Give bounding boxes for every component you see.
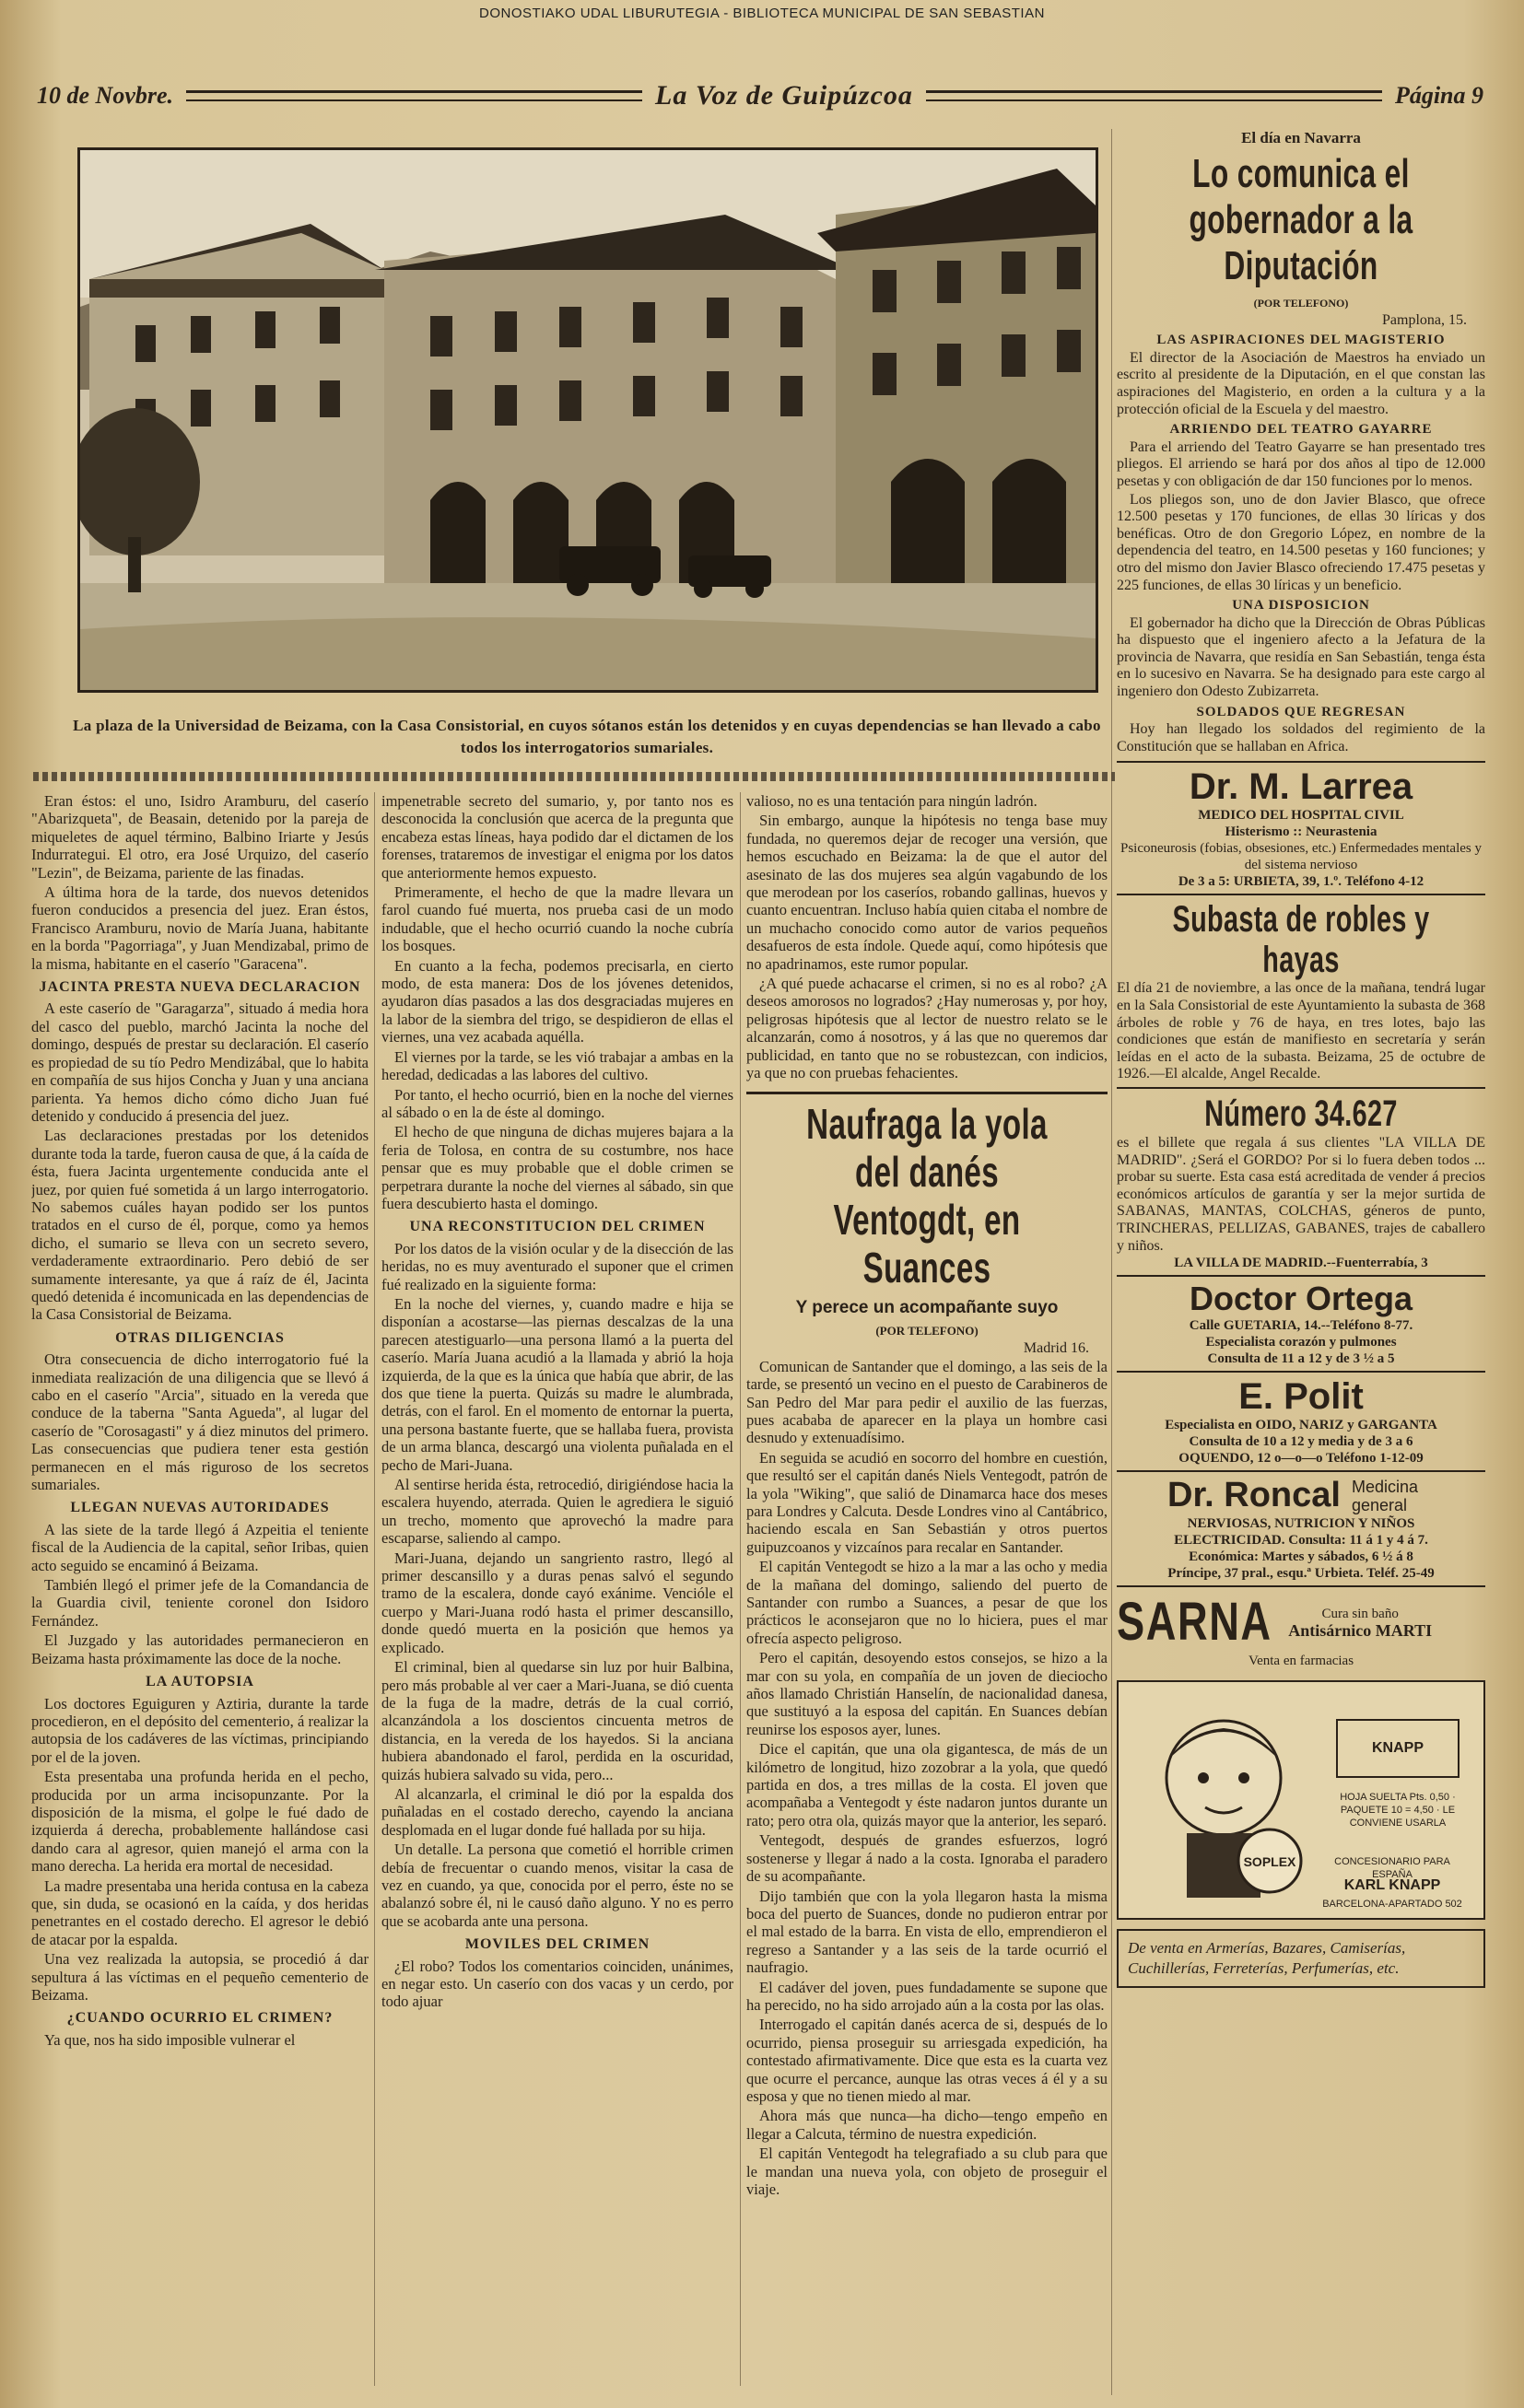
ad-subasta-title: Subasta de robles y hayas bbox=[1172, 899, 1430, 981]
navarra-item-text: Los pliegos son, uno de don Javier Blasco, que ofrece 12.500 pesetas y 170 funciones, de ellas 30 líricas y dos benéficas. Otro de don Gregorio López, en nombre de la dependencia del teatro, en 14.500 pesetas y 160 funciones; y otro del mismo don Javier Blasco ofreciendo 17.475 pesetas y 225 funciones, de ellas 30 líricas y un beneficio. bbox=[1117, 491, 1485, 593]
ad-larrea-name: Dr. M. Larrea bbox=[1189, 766, 1413, 808]
ad-larrea bbox=[1117, 761, 1485, 894]
col1-paragraph: A última hora de la tarde, dos nuevos detenidos fueron conducidos a presencia del juez. Eran éstos, Francisco Aramburu, novio de María Juana, habitante en la borda "Pagorriaga", y Juan Mendizabal, primo de la misma, habitante en el caserío "Garacena". bbox=[31, 883, 369, 973]
col2-paragraph: Un detalle. La persona que cometió el horrible crimen debía de frecuentar o cuando menos, visitar la casa de vez en cuando, ya que, conocida por el perro, éste no se abalanzó sobre él, ni le causó daño alguno. Y no es perro que se acobarda ante una persona. bbox=[381, 1841, 733, 1930]
col2-subheading: MOVILES DEL CRIMEN bbox=[464, 1936, 651, 1953]
ad-ortega-name: Doctor Ortega bbox=[1189, 1280, 1413, 1318]
col3-paragraph: Sin embargo, aunque la hipótesis no tenga base muy fundada, no queremos dejar de recoger una versión, que hemos escuchado en Beizama: la de que el autor del asesinato de las dos mujeres sea algún vagabundo de los que merodean por los caseríos, robando gallinas, huevos y cuanto encuentran. Incluso había quien citaba el nombre de un muchacho conocido como autor de varios pequeños desafueros de esta índole. Quede aquí, como hipótesis que no apadrinamos, este rumor popular. bbox=[746, 812, 1108, 973]
ad-armerias: De venta en Armerías, Bazares, Camiserías, Cuchillerías, Ferreterías, Perfumerías, etc. bbox=[1117, 1929, 1485, 1988]
col1-paragraph: También llegó el primer jefe de la Comandancia de la Guardia civil, teniente coronel don Isidoro Fernández. bbox=[31, 1576, 369, 1630]
ad-ortega-line: Calle GUETARIA, 14.--Teléfono 8-77. bbox=[1189, 1318, 1413, 1334]
ad-sarna bbox=[1117, 1585, 1485, 1673]
ad-roncal-name: Dr. Roncal bbox=[1167, 1476, 1341, 1515]
header-date: 10 de Novbre. bbox=[37, 82, 174, 109]
col2-paragraph: En la noche del viernes, y, cuando madre e hija se disponían a acostarse—las piernas descalzas de la una parecen atestiguarlo—una persona llamó a la puerta del caserío. María Juana acudió a la llamada y abrió la hoja izquierda, de la que es la única que había que abrir, de las dos que tiene la puerta. Quizás su madre le alumbrada, detrás, con el farol. En el momento de entornar la puerta, una persona bastante fuerte, que se hallaba fuera, provista de un arma blanca, descargó una violenta puñalada en el pecho de Mari-Juana. bbox=[381, 1294, 733, 1474]
archive-stamp: DONOSTIAKO UDAL LIBURUTEGIA - BIBLIOTECA MUNICIPAL DE SAN SEBASTIAN bbox=[479, 6, 1045, 21]
col1-paragraph: La madre presentaba una herida contusa en la cabeza que, sin duda, se ocasionó en la caída, y dos heridas penetrantes en el costado derecho. El agresor le debió de atacar por la espalda. bbox=[31, 1876, 369, 1948]
naufraga-paragraph: El capitán Ventegodt ha telegrafiado a su club para que le mandan una nueva yola, con objeto de proseguir el viaje. bbox=[746, 2145, 1108, 2198]
header-rule-left bbox=[186, 90, 642, 101]
col1-paragraph: A las siete de la tarde llegó á Azpeitia el teniente fiscal de la Audiencia de la capital, señor Iribas, quien acto seguido se encaminó á Beizama. bbox=[31, 1520, 369, 1574]
ad-polit-line: Consulta de 10 a 12 y media y de 3 a 6 bbox=[1189, 1434, 1413, 1450]
col1-subheading: JACINTA PRESTA NUEVA DECLARACION bbox=[39, 979, 361, 996]
soplex-man-illustration bbox=[1131, 1695, 1334, 1903]
navarra-item-heading: LAS ASPIRACIONES DEL MAGISTERIO bbox=[1156, 333, 1446, 348]
ad-roncal-line: ELECTRICIDAD. Consulta: 11 á 1 y 4 á 7. bbox=[1174, 1533, 1428, 1549]
naufraga-paragraph: Dijo también que con la yola llegaron hasta la misma boca del puerto de Suances, donde no pudieron entrar por el mal estado de la barra. En vista de ello, emprendieron el regreso a Santander y a las seis de la tarde ocurrió el naufragio. bbox=[746, 1887, 1108, 1977]
navarra-item-heading: UNA DISPOSICION bbox=[1232, 598, 1370, 614]
header-paper-title: La Voz de Guipúzcoa bbox=[655, 80, 913, 111]
col1-paragraph: Eran éstos: el uno, Isidro Aramburu, del caserío "Abarizqueta", de Beasain, detenido por la pareja de miqueletes de aquel término, Balbino Iriarte y Jesús Indurrategui. El otro, era José Urquizo, del caserío "Lezin", de Beizama, pariente de las finadas. bbox=[31, 792, 369, 882]
ad-roncal-line: NERVIOSAS, NUTRICION Y NIÑOS bbox=[1187, 1516, 1415, 1532]
article-divider bbox=[746, 1092, 1108, 1094]
col1-subheading: LLEGAN NUEVAS AUTORIDADES bbox=[70, 1500, 330, 1516]
ad-numero-footer: LA VILLA DE MADRID.--Fuenterrabía, 3 bbox=[1174, 1256, 1428, 1271]
photo-caption: La plaza de la Universidad de Beizama, con la Casa Consistorial, en cuyos sótanos están los detenidos y en cuyas dependencias se han llevado a cabo todos los interrogatorios sumariales. bbox=[73, 717, 1101, 756]
photo-illustration bbox=[80, 150, 1096, 690]
col2-paragraph: Mari-Juana, dejando un sangriento rastro, llegó al primer descansillo y a duras penas salvó el segundo tramo de la escalera, donde cayó exánime. Vencióle el cuerpo y Mari-Juana rodó hasta el primer descansillo, donde quedó muerta en la posición que hemos ya explicado. bbox=[381, 1549, 733, 1656]
navarra-item-text: Hoy han llegado los soldados del regimiento de la Constitución que se hallaban en Africa. bbox=[1117, 721, 1485, 754]
col2-paragraph: Primeramente, el hecho de que la madre llevara un farol cuando fué muerta, nos prueba casi de un modo indudable, que el hecho ocurrió cuando la noche cubría los bosques. bbox=[381, 883, 733, 955]
page-header bbox=[37, 79, 1483, 112]
ad-subasta-text: El día 21 de noviembre, a las once de la mañana, tendrá lugar en la Sala Consistorial de este Ayuntamiento la subasta de 368 árboles de roble y 76 de haya, en tres lotes, bajo las condiciones que están de manifiesto en secretaría y serán leídas en el acto de la subasta. Beizama, 25 de octubre de 1926.—El alcalde, Angel Recalde. bbox=[1117, 980, 1485, 1082]
navarra-item-text: El gobernador ha dicho que la Dirección de Obras Públicas ha dispuesto que el ingeniero afecto a la Jefatura de la provincia de Navarra, que residía en San Sebastián, tenga ésta en lo sucesivo en Navarra. Se ha designado para este cargo al ingeniero don Odesto Zubizarreta. bbox=[1117, 614, 1485, 700]
naufraga-paragraph: Dice el capitán, que una ola gigantesca, de más de un kilómetro de longitud, hizo zozobrar a la yola, que quedó partida en dos, a tres millas de la costa. El joven que acompañaba a Ventegodt y éste nadaron juntos durante un rato; pero otra ola, quizás mayor que la anterior, les separó. bbox=[746, 1740, 1108, 1829]
ad-ortega bbox=[1117, 1275, 1485, 1371]
col2-paragraph: Por tanto, el hecho ocurrió, bien en la noche del viernes al sábado o en la de éste al domingo. bbox=[381, 1085, 733, 1121]
navarra-byline: (POR TELEFONO) bbox=[1253, 297, 1349, 310]
svg-text:SOPLEX: SOPLEX bbox=[1243, 1854, 1296, 1870]
navarra-article bbox=[1117, 295, 1485, 755]
article-column-2 bbox=[381, 792, 733, 2386]
naufraga-subtitle: Y perece un acompañante suyo bbox=[795, 1297, 1059, 1317]
col1-paragraph: Una vez realizada la autopsia, se procedió á dar sepultura á las víctimas en el pequeño cementerio de Beizama. bbox=[31, 1950, 369, 2004]
col2-paragraph: En cuanto a la fecha, podemos precisarla, en cierto modo, de esta manera: Dos de los jóvenes detenidos, ayudaron días pasados a las dos desgraciadas mujeres en la labor de la siembra del trigo, se despidieron de ellas el viernes, una vez acabada aquélla. bbox=[381, 956, 733, 1046]
ad-sarna-details bbox=[1288, 1606, 1432, 1639]
ad-polit-line: Especialista en OIDO, NARIZ y GARGANTA bbox=[1165, 1418, 1437, 1433]
soplex-brand-logo: KNAPP bbox=[1336, 1719, 1460, 1778]
ad-numero-text: es el billete que regala á sus clientes "LA VILLA DE MADRID". ¿Será el GORDO? Por si lo fuera deben todos ... probar su suerte. Esta casa está acreditada de vender á precios económicos artículos de garantía y ser la mejor surtida de SABANAS, MANTAS, COLCHAS, géneros de punto, TRINCHERAS, PELLIZAS, GABANES, trajes de caballero y niños. bbox=[1117, 1135, 1485, 1254]
naufraga-paragraph: Ahora más que nunca—ha dicho—tengo empeño en llegar a Calcuta, término de nuestra expedición. bbox=[746, 2107, 1108, 2143]
navarra-item-text: Para el arriendo del Teatro Gayarre se han presentado tres pliegos. El arriendo se hará por dos años al tipo de 12.000 pesetas y con obligación de dar 150 funciones por lo menos. bbox=[1117, 438, 1485, 489]
ad-subasta bbox=[1117, 894, 1485, 1087]
naufraga-paragraph: Ventegodt, después de grandes esfuerzos, logró sostenerse y llegar á nado a la costa. Ignoraba el paradero de su acompañante. bbox=[746, 1831, 1108, 1886]
article-column-3 bbox=[746, 792, 1108, 2386]
col2-paragraph: ¿El robo? Todos los comentarios coinciden, unánimes, en negar esto. Un caserío con dos vacas y un cerdo, por todo ajuar bbox=[381, 1957, 733, 2011]
ad-polit-name: E. Polit bbox=[1238, 1376, 1364, 1418]
right-column bbox=[1117, 129, 1485, 2395]
col2-paragraph: Por los datos de la visión ocular y de la disección de las heridas, no es muy aventurado el suponer que el crimen fué realizado en la siguiente forma: bbox=[381, 1239, 733, 1293]
col1-subheading: ¿CUANDO OCURRIO EL CRIMEN? bbox=[66, 2010, 334, 2027]
naufraga-paragraph: Pero el capitán, desoyendo estos consejos, se hizo a la mar con su yola, en compañía de un joven de dieciocho años llamado Christián Hanselín, de nacionalidad danesa, que sustituyó a la esposa del capitán. En Suances debían reunirse los esposos ayer, lunes. bbox=[746, 1649, 1108, 1738]
header-rule-right bbox=[926, 90, 1382, 101]
ad-soplex-illustration bbox=[1117, 1680, 1485, 1920]
col1-paragraph: El Juzgado y las autoridades permanecieron en Beizama hasta próximamente las doce de la noche. bbox=[31, 1631, 369, 1667]
col1-paragraph: Otra consecuencia de dicho interrogatorio fué la inmediata realización de una diligencia que se llevó á cabo en el caserío "Arcia", situado en la vereda que conduce de la taberna "Santa Agueda", al lugar del caserío de "Corosagasti" y á diez minutos del primero. Las consecuencias que pudiera tener esta gestión permanecen en el más riguroso de los secretos sumariales. bbox=[31, 1350, 369, 1494]
col1-paragraph: Las declaraciones prestadas por los detenidos durante toda la tarde, fueron causa de que, á la caída de ésta, fuera Jacinta urgentemente conducida ante el juez, por quien fué sometida á un largo interrogatorio. No sabemos cuáles hayan podido ser los puntos tratados en el curso de él, porque, como ya hemos dicho, el sumario se lleva con un secreto severo, verdaderamente extraordinario. Pero debió de ser sumamente interesante, ya que á raíz de él, Jacinta quedó detenida é incomunicada en las dependencias de la Casa Consistorial de Beizama. bbox=[31, 1127, 369, 1324]
soplex-concession-text: CONCESIONARIO PARA ESPAÑA bbox=[1334, 1856, 1450, 1881]
ad-polit-line: OQUENDO, 12 o—o—o Teléfono 1-12-09 bbox=[1178, 1451, 1424, 1467]
ad-sarna-line: Antisárnico MARTI bbox=[1288, 1620, 1433, 1640]
naufraga-paragraph: Interrogado el capitán danés acerca de si, después de lo ocurrido, piensa proseguir su arriesgada expedición, ha contestado afirmativamente. Dice que esta es la cuarta vez que ocurre el percance, aunque las otras veces á él y a su esposa y que no tienen miedo al mar. bbox=[746, 2016, 1108, 2105]
column-rule bbox=[1111, 129, 1112, 2395]
col2-paragraph: impenetrable secreto del sumario, y, por tanto nos es desconocida la conclusión que acerca de la pregunta que encabeza estas líneas, haya podido dar el dictamen de los forenses, trataremos de investigar el enigma por los datos que anteriormente hemos expuesto. bbox=[381, 792, 733, 882]
ad-roncal-line: Económica: Martes y sábados, 6 ½ á 8 bbox=[1189, 1549, 1413, 1565]
ad-roncal-line: Príncipe, 37 pral., esqu.ª Urbieta. Teléf. 25-49 bbox=[1167, 1566, 1435, 1582]
ad-ortega-line: Consulta de 11 a 12 y de 3 ½ a 5 bbox=[1207, 1351, 1395, 1367]
ad-sarna-box bbox=[1117, 1591, 1485, 1653]
col3-paragraph: valioso, no es una tentación para ningún ladrón. bbox=[746, 792, 1037, 810]
article-column-1 bbox=[31, 792, 369, 2386]
col2-paragraph: El hecho de que ninguna de dichas mujeres bajara a la feria de Tolosa, en contra de su costumbre, nos hace pensar que es muy probable que el doble crimen se perpetrara durante la noche del viernes al sábado, sin que fuera descubierto hasta el domingo. bbox=[381, 1123, 733, 1212]
ad-numero bbox=[1117, 1087, 1485, 1275]
navarra-item-heading: ARRIENDO DEL TEATRO GAYARRE bbox=[1169, 422, 1433, 438]
col2-subheading: UNA RECONSTITUCION DEL CRIMEN bbox=[409, 1219, 706, 1235]
header-page-number: Página 9 bbox=[1394, 82, 1484, 109]
soplex-address: BARCELONA-APARTADO 502 bbox=[1322, 1899, 1462, 1911]
naufraga-paragraph: Comunican de Santander que el domingo, a las seis de la tarde, se presentó un vecino en el puesto de Carabineros de San Pedro del Mar para pedir el auxilio de las fuerzas, pues acababa de aparecer en la playa un hombre casi desnudo y extenuadísimo. bbox=[746, 1357, 1108, 1447]
navarra-item-heading: SOLDADOS QUE REGRESAN bbox=[1196, 704, 1406, 719]
col2-paragraph: Al alcanzarla, el criminal le dió por la espalda dos puñaladas en el costado derecho, cayendo la anciana desplomada en el lugar donde fué hallada por su hija. bbox=[381, 1784, 733, 1839]
navarra-headline: Lo comunica el gobernador a la Diputación bbox=[1189, 151, 1413, 288]
navarra-item-text: El director de la Asociación de Maestros ha enviado un escrito al presidente de la Diputación, en el que constan las aspiraciones del Magisterio, en orden a la cultura y a la protección oficial de la Escuela y del maestro. bbox=[1117, 349, 1485, 417]
col1-subheading: OTRAS DILIGENCIAS bbox=[115, 1329, 285, 1346]
naufraga-paragraph: El capitán Ventegodt se hizo a la mar a las ocho y media de la mañana del domingo, saliendo del puerto de Santander con rumbo a Suances, a pesar de que los prácticos le aconsejaron que no lo hiciera, pues el mar ofrecía aspecto peligroso. bbox=[746, 1558, 1108, 1647]
soplex-knapp: KARL KNAPP bbox=[1343, 1877, 1441, 1894]
ad-roncal-tag: Medicina general bbox=[1351, 1477, 1419, 1514]
naufraga-paragraph: El cadáver del joven, pues fundadamente se supone que ha perecido, no ha sido arrojado aún a la costa por las olas. bbox=[746, 1978, 1108, 2014]
col2-paragraph: El criminal, bien al quedarse sin luz por huir Balbina, pero más probable al ver caer a Mari-Juana, se dió cuenta de la fuga de la madre, detrás de la cual corrió, alcanzándola a los doscientos cincuenta metros de distancia, en la vereda de los hayedos. Si la anciana hubiera abandonado el farol, perdida en la oscuridad, quizás hubiera salvado su vida, pero... bbox=[381, 1658, 733, 1783]
navarra-dateline: Pamplona, 15. bbox=[1382, 311, 1467, 328]
col1-paragraph: Los doctores Eguiguren y Aztiria, durante la tarde procedieron, en el depósito del cementerio, á realizar la autopsia de los cadáveres de las víctimas, principiando por el de la joven. bbox=[31, 1694, 369, 1766]
photo-plaza-beizama bbox=[77, 147, 1098, 693]
section-separator bbox=[33, 772, 1115, 781]
column-rule bbox=[740, 792, 741, 2386]
col1-paragraph: Ya que, nos ha sido imposible vulnerar el bbox=[44, 2030, 296, 2049]
col1-paragraph: A este caserío de "Garagarza", situado á media hora del casco del pueblo, marchó Jacinta la noche del domingo, después de prestar su declaración. El caserío es propiedad de su tío Pedro Mendizábal, que lo habita en compañía de sus hijos Concha y Juan y una anciana parienta. Ya hemos dicho cómo dicho Juan fué detenido y conducido á presencia del juez. bbox=[31, 999, 369, 1125]
ad-larrea-line: De 3 a 5: URBIETA, 39, 1.º. Teléfono 4-12 bbox=[1178, 874, 1424, 890]
naufraga-headline: Naufraga la yola del danés Ventogdt, en Suances bbox=[806, 1099, 1048, 1292]
ad-sarna-line: Venta en farmacias bbox=[1248, 1654, 1354, 1669]
soplex-price-text: HOJA SUELTA Pts. 0,50 · PAQUETE 10 = 4,50 · LE CONVIENE USARLA bbox=[1340, 1792, 1456, 1829]
col1-paragraph: Esta presentaba una profunda herida en el pecho, producida por un arma incisopunzante. Por la disposición de la misma, el golpe le fué dado de izquierda á derecha, probablemente hallándose casi dando cara al agresor, quien manejó el arma con la mano derecha. La herida era mortal de necesidad. bbox=[31, 1768, 369, 1876]
col1-subheading: LA AUTOPSIA bbox=[146, 1674, 254, 1690]
col2-paragraph: El viernes por la tarde, se les vió trabajar a ambas en la heredad, dedicadas a las labores del cultivo. bbox=[381, 1047, 733, 1084]
ad-ortega-line: Especialista corazón y pulmones bbox=[1205, 1335, 1397, 1350]
naufraga-paragraph: En seguida se acudió en socorro del hombre en cuestión, que resultó ser el capitán danés Niels Ventegodt, patrón de la yola "Wiking", que salió de Dinamarca hace dos meses para Londres y Calcuta. Desde Londres vino al Cantábrico, haciendo escala en San Sebastián y otros puertos guipuzcoanos y vizcaínos para recalar en Santander. bbox=[746, 1448, 1108, 1556]
ad-larrea-line: Histerismo :: Neurastenia bbox=[1225, 824, 1377, 840]
ad-sarna-line: Cura sin baño bbox=[1321, 1606, 1399, 1621]
ad-polit bbox=[1117, 1371, 1485, 1470]
ad-larrea-line: MEDICO DEL HOSPITAL CIVIL bbox=[1198, 808, 1404, 824]
navarra-section-title: El día en Navarra bbox=[1241, 129, 1361, 146]
ad-numero-title: Número 34.627 bbox=[1204, 1093, 1398, 1134]
ad-roncal-header bbox=[1117, 1476, 1485, 1515]
naufraga-dateline: Madrid 16. bbox=[1023, 1340, 1089, 1357]
col2-paragraph: Al sentirse herida ésta, retrocedió, dirigiéndose hacia la escalera huyendo, aterrada. Quien le agrediera le siguió un trecho, momento que aprovechó la madre para escaparse, saliendo al campo. bbox=[381, 1476, 733, 1548]
col3-paragraph: ¿A qué puede achacarse el crimen, si no es al robo? ¿A deseos amorosos no logrados? ¿Hay numerosas y, por hoy, peligrosas hipótesis que al lector de nuestro relato se le alcanzarán, como á nosotros, y á las que no queremos dar publicidad, en tanto que no se robustezcan, con indicios, ya que no con pruebas fehacientes. bbox=[746, 975, 1108, 1082]
ad-sarna-name: SARNA bbox=[1117, 1592, 1272, 1653]
column-rule bbox=[374, 792, 375, 2386]
naufraga-byline: (POR TELEFONO) bbox=[875, 1323, 979, 1338]
ad-larrea-line: Psiconeurosis (fobias, obsesiones, etc.) Enfermedades mentales y del sistema nervioso bbox=[1120, 841, 1482, 873]
ad-roncal bbox=[1117, 1470, 1485, 1585]
